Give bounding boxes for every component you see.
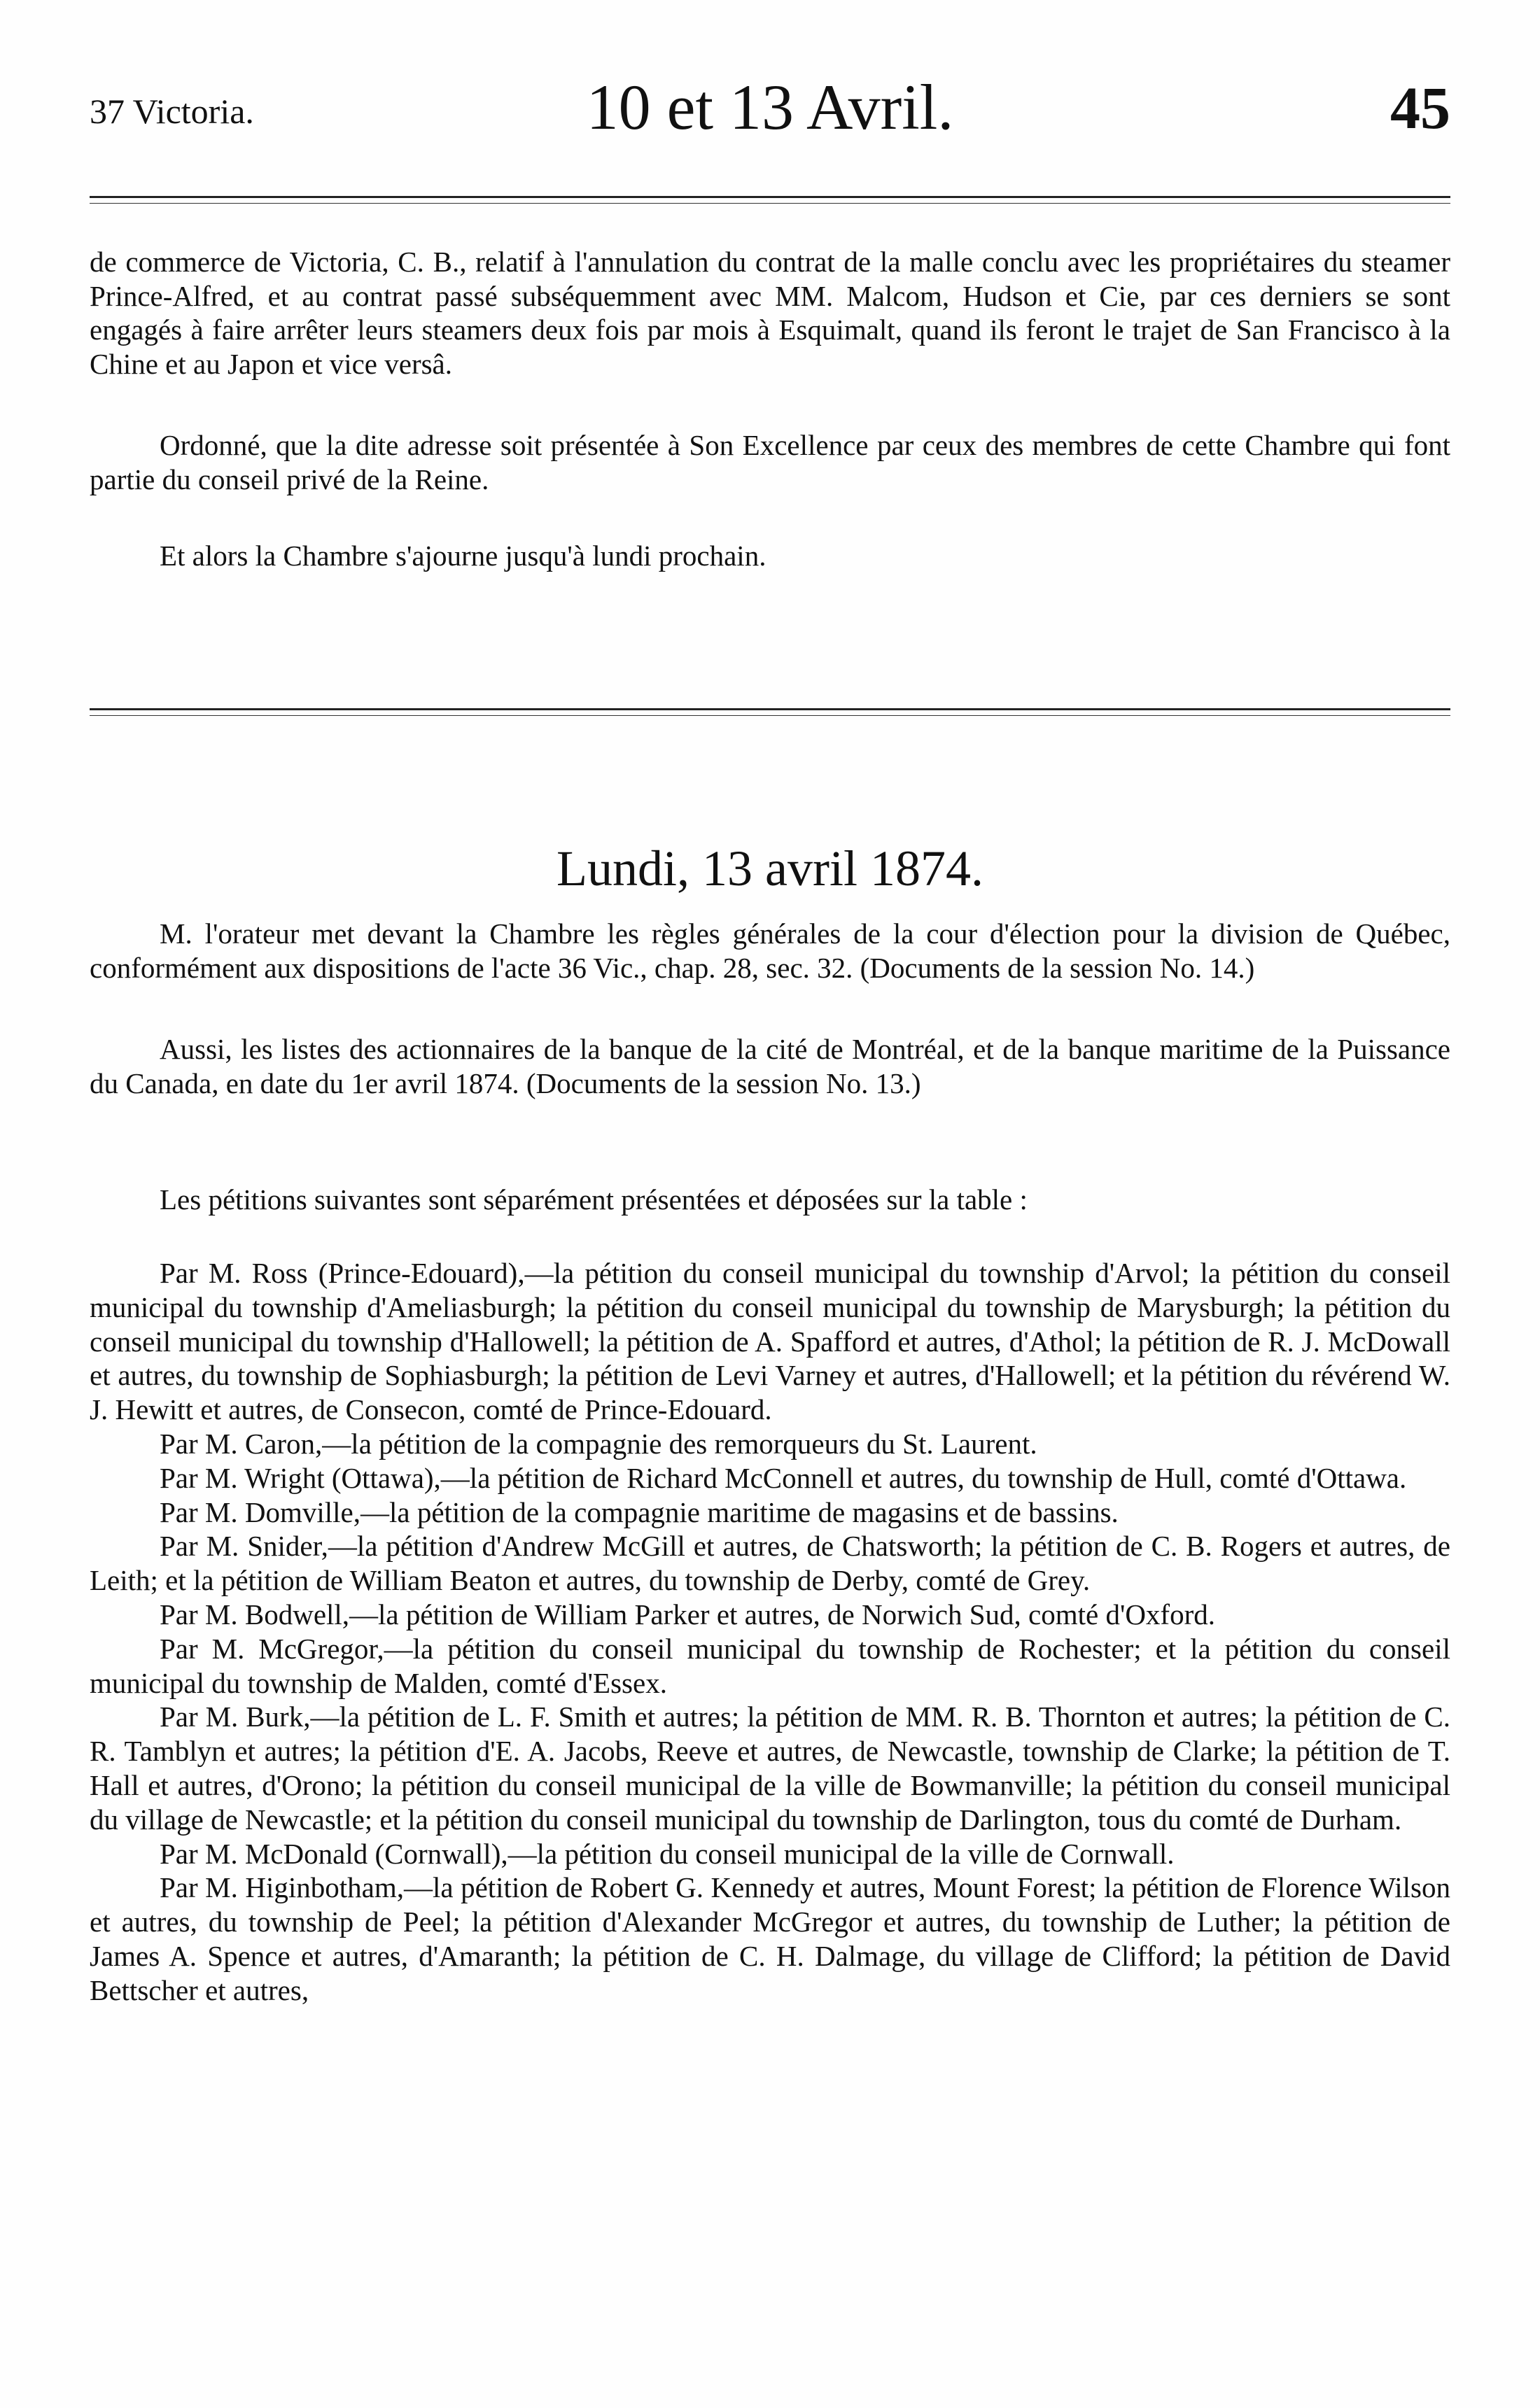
header-rule-thin <box>90 203 1450 204</box>
petitions-list <box>90 1256 1450 2008</box>
petition-burk: Par M. Burk,—la pétition de L. F. Smith et autres; la pétition de MM. R. B. Thornton et autres; la pétition de C. R. Tamblyn et autres; la pétition d'E. A. Jacobs, Reeve et autres, de Newcastle, township de Clarke; la pétition de T. Hall et autres, d'Orono; la pétition du conseil municipal de la ville de Bowmanville; la pétition du conseil municipal du village de Newcastle; et la pétition du conseil municipal du township de Darlington, tous du comté de Durham. <box>90 1701 1450 1836</box>
petition-caron: Par M. Caron,—la pétition de la compagnie des remorqueurs du St. Laurent. <box>160 1427 1037 1460</box>
header-regnal-year: 37 Victoria. <box>90 92 254 131</box>
page-number: 45 <box>1390 74 1450 141</box>
section-title: Lundi, 13 avril 1874. <box>556 840 983 896</box>
petition-ross: Par M. Ross (Prince-Edouard),—la pétition du conseil municipal du township d'Arvol; la pétition du conseil municipal du township d'Ameliasburgh; la pétition du conseil municipal du township de Marysburgh; la pétition du conseil municipal du township d'Hallowell; la pétition de A. Spafford et autres, d'Athol; la pétition de R. J. McDowall et autres, du township de Sophiasburgh; la pétition de Levi Varney et autres, d'Hallowell; et la pétition du révérend W. J. Hewitt et autres, de Consecon, comté de Prince-Edouard. <box>90 1257 1450 1426</box>
section-rule <box>90 708 1450 710</box>
petition-bodwell: Par M. Bodwell,—la pétition de William Parker et autres, de Norwich Sud, comté d'Oxford. <box>160 1598 1215 1631</box>
petition-mcgregor: Par M. McGregor,—la pétition du conseil municipal du township de Rochester; et la pétition du conseil municipal du township de Malden, comté d'Essex. <box>90 1632 1450 1699</box>
paragraph-ordonne: Ordonné, que la dite adresse soit présentée à Son Excellence par ceux des membres de cette Chambre qui font partie du conseil privé de la Reine. <box>90 429 1450 495</box>
paragraph-ajourne: Et alors la Chambre s'ajourne jusqu'à lundi prochain. <box>160 540 766 572</box>
section-rule-thin <box>90 715 1450 716</box>
paragraph-petitions-intro: Les pétitions suivantes sont séparément présentées et déposées sur la table : <box>160 1183 1028 1216</box>
paragraph-orateur: M. l'orateur met devant la Chambre les règles générales de la cour d'élection pour la division de Québec, conformément aux dispositions de l'acte 36 Vic., chap. 28, sec. 32. (Documents de la session No. 14.) <box>90 917 1450 984</box>
header-rule <box>90 196 1450 198</box>
petition-domville: Par M. Domville,—la pétition de la compagnie maritime de magasins et de bassins. <box>160 1495 1119 1528</box>
petition-higinbotham: Par M. Higinbotham,—la pétition de Robert G. Kennedy et autres, Mount Forest; la pétition de Florence Wilson et autres, du township de Peel; la pétition d'Alexander McGregor et autres, du township de Luther; la pétition de James A. Spence et autres, d'Amaranth; la pétition de C. H. Dalmage, du village de Clifford; la pétition de David Bettscher et autres, <box>90 1871 1450 2006</box>
header-date: 10 et 13 Avril. <box>586 71 954 143</box>
paragraph-commerce: de commerce de Victoria, C. B., relatif à l'annulation du contrat de la malle conclu avec les propriétaires du steamer Prince-Alfred, et au contrat passé subséquemment avec MM. Malcom, Hudson et Cie, par ces derniers se sont engagés à faire arrêter leurs steamers deux fois par mois à Esquimalt, quand ils feront le trajet de San Francisco à la Chine et au Japon et vice versâ. <box>90 246 1450 380</box>
page-header <box>90 70 1450 147</box>
petition-wright: Par M. Wright (Ottawa),—la pétition de Richard McConnell et autres, du township de Hull, comté d'Ottawa. <box>160 1461 1407 1494</box>
paragraph-actionnaires: Aussi, les listes des actionnaires de la banque de la cité de Montréal, et de la banque maritime de la Puissance du Canada, en date du 1er avril 1874. (Documents de la session No. 13.) <box>90 1033 1450 1099</box>
petition-snider: Par M. Snider,—la pétition d'Andrew McGill et autres, de Chatsworth; la pétition de C. B. Rogers et autres, de Leith; et la pétition de William Beaton et autres, du township de Derby, comté de Grey. <box>90 1530 1450 1597</box>
petition-mcdonald: Par M. McDonald (Cornwall),—la pétition du conseil municipal de la ville de Cornwall. <box>160 1837 1175 1870</box>
